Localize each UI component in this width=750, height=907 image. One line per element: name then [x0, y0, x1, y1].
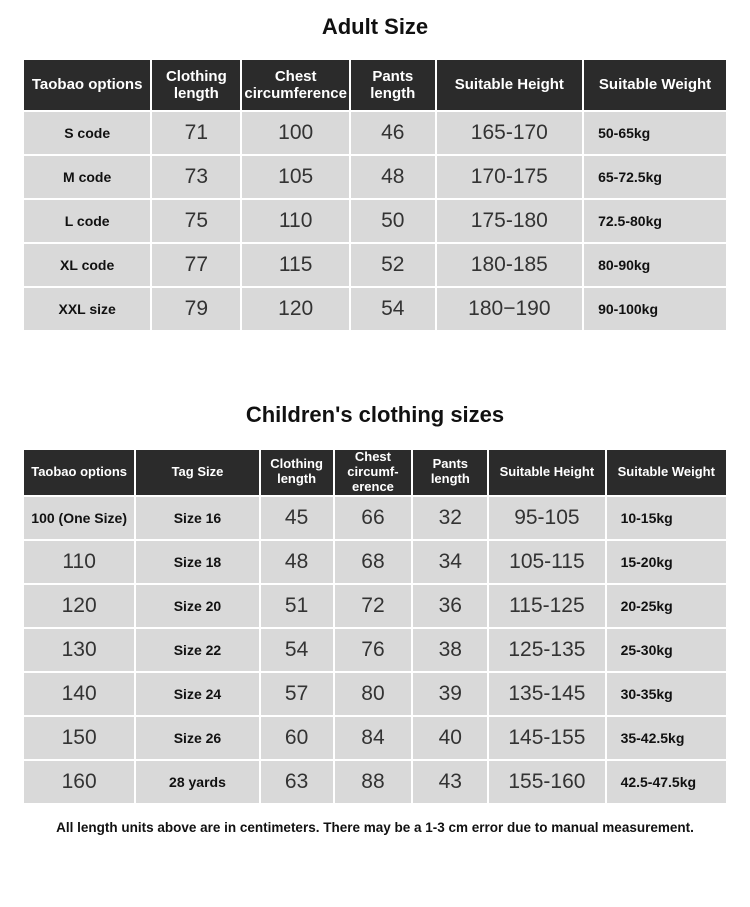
tag-size: Size 18	[136, 541, 258, 583]
table-row	[24, 288, 726, 330]
chest-value: 100	[242, 112, 349, 154]
pants-length-value: 54	[351, 288, 435, 330]
taobao-option: 130	[24, 629, 134, 671]
height-value: 105-115	[489, 541, 604, 583]
children-header-suitable-height: Suitable Height	[489, 450, 604, 495]
pants-length-value: 52	[351, 244, 435, 286]
chest-value: 105	[242, 156, 349, 198]
height-value: 95-105	[489, 497, 604, 539]
clothing-length-value: 79	[152, 288, 240, 330]
height-value: 135-145	[489, 673, 604, 715]
table-row	[24, 244, 726, 286]
table-row	[24, 541, 726, 583]
chest-value: 115	[242, 244, 349, 286]
weight-value: 10-15kg	[607, 497, 726, 539]
table-row	[24, 717, 726, 759]
height-value: 115-125	[489, 585, 604, 627]
pants-length-value: 40	[413, 717, 487, 759]
taobao-option: 110	[24, 541, 134, 583]
children-header-pants-length: Pants length	[413, 450, 487, 495]
adult-header-suitable-weight: Suitable Weight	[584, 60, 726, 110]
pants-length-value: 38	[413, 629, 487, 671]
table-row	[24, 497, 726, 539]
taobao-option: 140	[24, 673, 134, 715]
clothing-length-value: 63	[261, 761, 333, 803]
pants-length-value: 34	[413, 541, 487, 583]
measurement-note: All length units above are in centimeters. There may be a 1-3 cm error due to manual measurement.	[56, 820, 694, 835]
chest-value: 80	[335, 673, 412, 715]
clothing-length-value: 77	[152, 244, 240, 286]
children-header-clothing-length: Clothing length	[261, 450, 333, 495]
taobao-option: 100 (One Size)	[24, 497, 134, 539]
clothing-length-value: 45	[261, 497, 333, 539]
height-value: 145-155	[489, 717, 604, 759]
adult-size-table	[22, 58, 728, 332]
table-row	[24, 585, 726, 627]
chest-value: 88	[335, 761, 412, 803]
adult-header-chest-circumference: Chest circumference	[242, 60, 349, 110]
clothing-length-value: 60	[261, 717, 333, 759]
adult-header-clothing-length: Clothing length	[152, 60, 240, 110]
tag-size: Size 20	[136, 585, 258, 627]
size-label: L code	[24, 200, 150, 242]
children-size-table	[22, 448, 728, 805]
tag-size: 28 yards	[136, 761, 258, 803]
weight-value: 90-100kg	[584, 288, 726, 330]
size-label: M code	[24, 156, 150, 198]
table-row	[24, 673, 726, 715]
adult-header-taobao-options: Taobao options	[24, 60, 150, 110]
clothing-length-value: 73	[152, 156, 240, 198]
children-header-row	[24, 450, 726, 495]
height-value: 125-135	[489, 629, 604, 671]
chest-value: 68	[335, 541, 412, 583]
chest-value: 120	[242, 288, 349, 330]
chest-value: 84	[335, 717, 412, 759]
pants-length-value: 50	[351, 200, 435, 242]
height-value: 165-170	[437, 112, 583, 154]
table-row	[24, 156, 726, 198]
pants-length-value: 48	[351, 156, 435, 198]
adult-size-title: Adult Size	[321, 14, 429, 39]
tag-size: Size 22	[136, 629, 258, 671]
pants-length-value: 46	[351, 112, 435, 154]
pants-length-value: 39	[413, 673, 487, 715]
adult-header-suitable-height: Suitable Height	[437, 60, 583, 110]
weight-value: 50-65kg	[584, 112, 726, 154]
weight-value: 35-42.5kg	[607, 717, 726, 759]
weight-value: 20-25kg	[607, 585, 726, 627]
adult-header-pants-length: Pants length	[351, 60, 435, 110]
table-row	[24, 629, 726, 671]
pants-length-value: 43	[413, 761, 487, 803]
weight-value: 80-90kg	[584, 244, 726, 286]
adult-header-row	[24, 60, 726, 110]
tag-size: Size 26	[136, 717, 258, 759]
clothing-length-value: 51	[261, 585, 333, 627]
chest-value: 66	[335, 497, 412, 539]
height-value: 180−190	[437, 288, 583, 330]
chest-value: 72	[335, 585, 412, 627]
height-value: 155-160	[489, 761, 604, 803]
pants-length-value: 32	[413, 497, 487, 539]
children-size-title: Children's clothing sizes	[245, 402, 505, 427]
taobao-option: 120	[24, 585, 134, 627]
height-value: 180-185	[437, 244, 583, 286]
tag-size: Size 24	[136, 673, 258, 715]
table-row	[24, 761, 726, 803]
size-label: XL code	[24, 244, 150, 286]
taobao-option: 160	[24, 761, 134, 803]
chest-value: 76	[335, 629, 412, 671]
weight-value: 15-20kg	[607, 541, 726, 583]
children-header-chest-circumference: Chest circumf-erence	[335, 450, 412, 495]
weight-value: 72.5-80kg	[584, 200, 726, 242]
clothing-length-value: 54	[261, 629, 333, 671]
size-label: S code	[24, 112, 150, 154]
taobao-option: 150	[24, 717, 134, 759]
clothing-length-value: 48	[261, 541, 333, 583]
table-row	[24, 112, 726, 154]
clothing-length-value: 71	[152, 112, 240, 154]
size-label: XXL size	[24, 288, 150, 330]
children-header-suitable-weight: Suitable Weight	[607, 450, 726, 495]
weight-value: 25-30kg	[607, 629, 726, 671]
pants-length-value: 36	[413, 585, 487, 627]
children-header-taobao-options: Taobao options	[24, 450, 134, 495]
table-row	[24, 200, 726, 242]
height-value: 175-180	[437, 200, 583, 242]
clothing-length-value: 57	[261, 673, 333, 715]
clothing-length-value: 75	[152, 200, 240, 242]
weight-value: 30-35kg	[607, 673, 726, 715]
height-value: 170-175	[437, 156, 583, 198]
weight-value: 42.5-47.5kg	[607, 761, 726, 803]
children-header-tag-size: Tag Size	[136, 450, 258, 495]
tag-size: Size 16	[136, 497, 258, 539]
weight-value: 65-72.5kg	[584, 156, 726, 198]
chest-value: 110	[242, 200, 349, 242]
